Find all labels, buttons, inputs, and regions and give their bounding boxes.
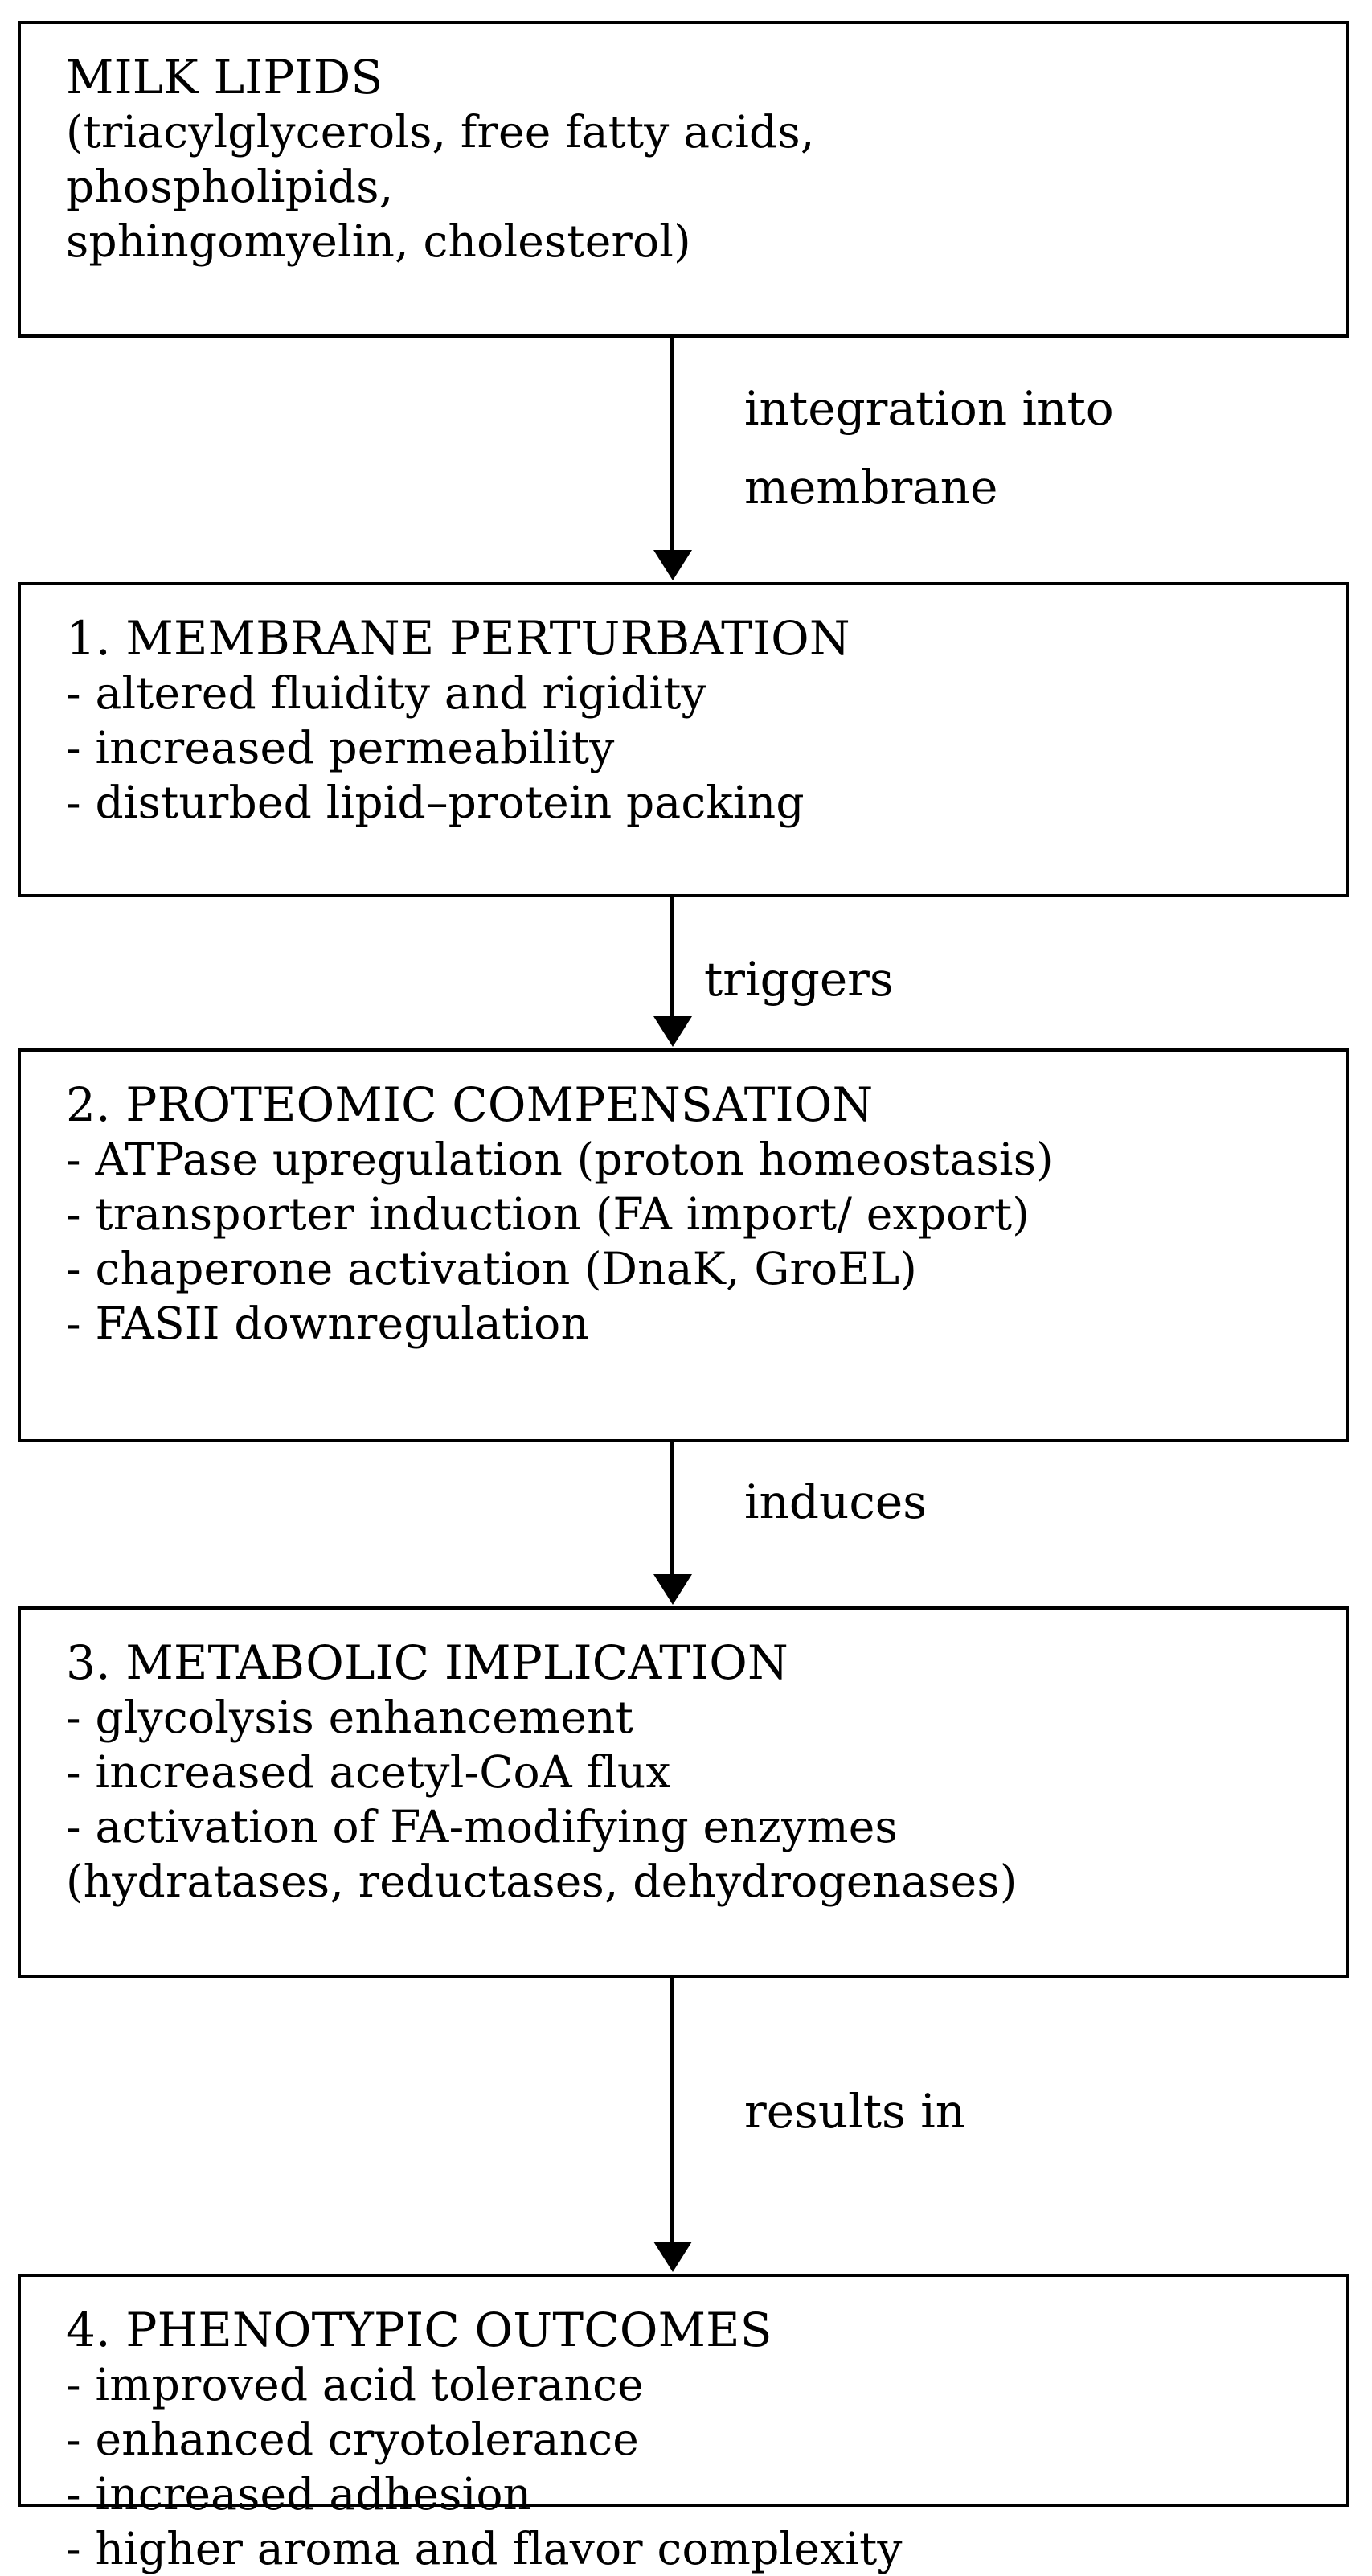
- box-line: - disturbed lipid–protein packing: [66, 777, 805, 828]
- arrow-shaft: [670, 1978, 674, 2243]
- box-line: - FASII downregulation: [66, 1298, 590, 1349]
- box-line: phospholipids,: [66, 161, 394, 212]
- metabolic-implication-box: [18, 1606, 1349, 1978]
- arrow-down-icon: [653, 1574, 692, 1605]
- box-title: 2. PROTEOMIC COMPENSATION: [66, 1077, 874, 1132]
- membrane-perturbation-box: [18, 582, 1349, 897]
- box-line: - chaperone activation (DnaK, GroEL): [66, 1243, 918, 1294]
- box-line: (hydratases, reductases, dehydrogenases): [66, 1856, 1018, 1907]
- arrow-shaft: [670, 1442, 674, 1576]
- box-title: MILK LIPIDS: [66, 50, 383, 105]
- box-title: 3. METABOLIC IMPLICATION: [66, 1635, 788, 1690]
- box-line: - glycolysis enhancement: [66, 1692, 634, 1743]
- box-line: - enhanced cryotolerance: [66, 2414, 640, 2465]
- arrow-label: triggers: [704, 952, 894, 1007]
- arrow-down-icon: [653, 2242, 692, 2272]
- arrow-label: induces: [744, 1475, 927, 1529]
- proteomic-compensation-box: [18, 1048, 1349, 1442]
- box-line: - higher aroma and flavor complexity: [66, 2523, 903, 2574]
- box-line: (triacylglycerols, free fatty acids,: [66, 106, 815, 158]
- box-line: - transporter induction (FA import/ export): [66, 1188, 1030, 1240]
- arrow-shaft: [670, 897, 674, 1018]
- arrow-label: results in: [744, 2084, 966, 2139]
- arrow-label: membrane: [744, 460, 998, 515]
- box-line: - increased adhesion: [66, 2468, 532, 2520]
- box-line: sphingomyelin, cholesterol): [66, 215, 691, 267]
- box-line: - altered fluidity and rigidity: [66, 667, 706, 719]
- arrow-down-icon: [653, 550, 692, 580]
- milk-lipids-box: [18, 21, 1349, 338]
- box-line: - improved acid tolerance: [66, 2359, 644, 2410]
- phenotypic-outcomes-box: [18, 2274, 1349, 2574]
- box-line: - ATPase upregulation (proton homeostasis): [66, 1134, 1054, 1185]
- box-line: - increased acetyl-CoA flux: [66, 1746, 671, 1798]
- arrow-down-icon: [653, 1016, 692, 1047]
- arrow-label: integration into: [744, 381, 1114, 436]
- arrow-shaft: [670, 338, 674, 553]
- box-title: 4. PHENOTYPIC OUTCOMES: [66, 2303, 772, 2357]
- box-title: 1. MEMBRANE PERTURBATION: [66, 611, 850, 666]
- box-line: - increased permeability: [66, 722, 615, 773]
- box-line: - activation of FA-modifying enzymes: [66, 1801, 898, 1852]
